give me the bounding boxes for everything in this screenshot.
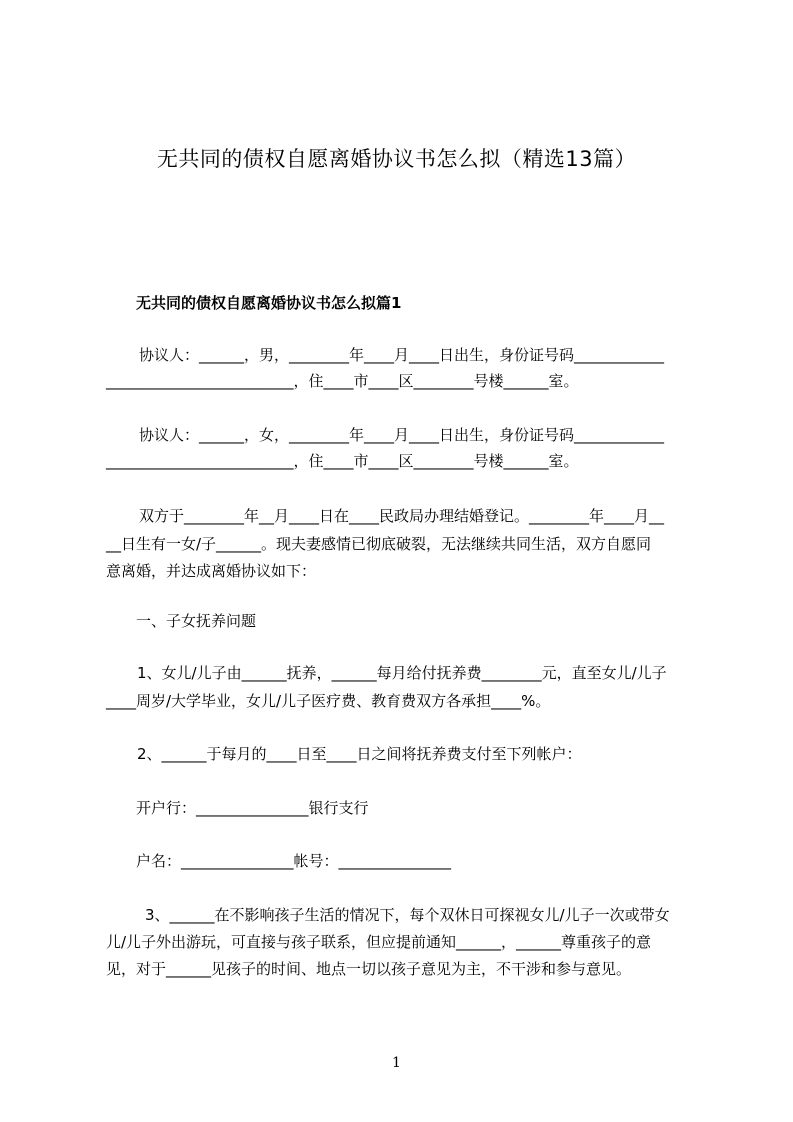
- text-line: 儿/儿子外出游玩，可直接与孩子联系，但应提前通知______，______尊重孩子的意: [106, 933, 652, 951]
- text-line: 2、______于每月的____日至____日之间将抚养费支付至下列帐户：: [137, 745, 582, 763]
- text-line: 开户行：_______________银行支行: [136, 799, 369, 817]
- text-line: 意离婚，并达成离婚协议如下：: [106, 562, 317, 580]
- text-line: 户名：_______________帐号：_______________: [136, 852, 452, 870]
- page-number: 1: [392, 1055, 401, 1071]
- document-title: 无共同的债权自愿离婚协议书怎么拟（精选13篇）: [156, 147, 637, 171]
- text-line: 协议人：______，男，________年____月____日出生，身份证号码____________: [139, 346, 665, 364]
- text-line: 协议人：______，女，________年____月____日出生，身份证号码____________: [139, 426, 665, 444]
- text-line: _________________________，住____市____区________号楼______室。: [106, 452, 579, 470]
- text-line: _________________________，住____市____区________号楼______室。: [106, 372, 579, 390]
- text-line: __日生有一女/子______。现夫妻感情已彻底破裂，无法继续共同生活，双方自愿同: [106, 535, 652, 553]
- text-line: ____周岁/大学毕业，女儿/儿子医疗费、教育费双方各承担____%。: [106, 692, 551, 710]
- text-line: 一、子女抚养问题: [136, 612, 257, 630]
- text-line: 见，对于______见孩子的时间、地点一切以孩子意见为主，不干涉和参与意见。: [106, 960, 632, 978]
- section-title: 无共同的债权自愿离婚协议书怎么拟篇1: [136, 294, 402, 312]
- text-line: 3、______在不影响孩子生活的情况下，每个双休日可探视女儿/儿子一次或带女: [145, 906, 670, 924]
- text-line: 1、女儿/儿子由______抚养，______每月给付抚养费________元，直至女儿/儿子: [137, 664, 667, 682]
- text-line: 双方于________年__月____日在____民政局办理结婚登记。________年____月__: [139, 507, 665, 525]
